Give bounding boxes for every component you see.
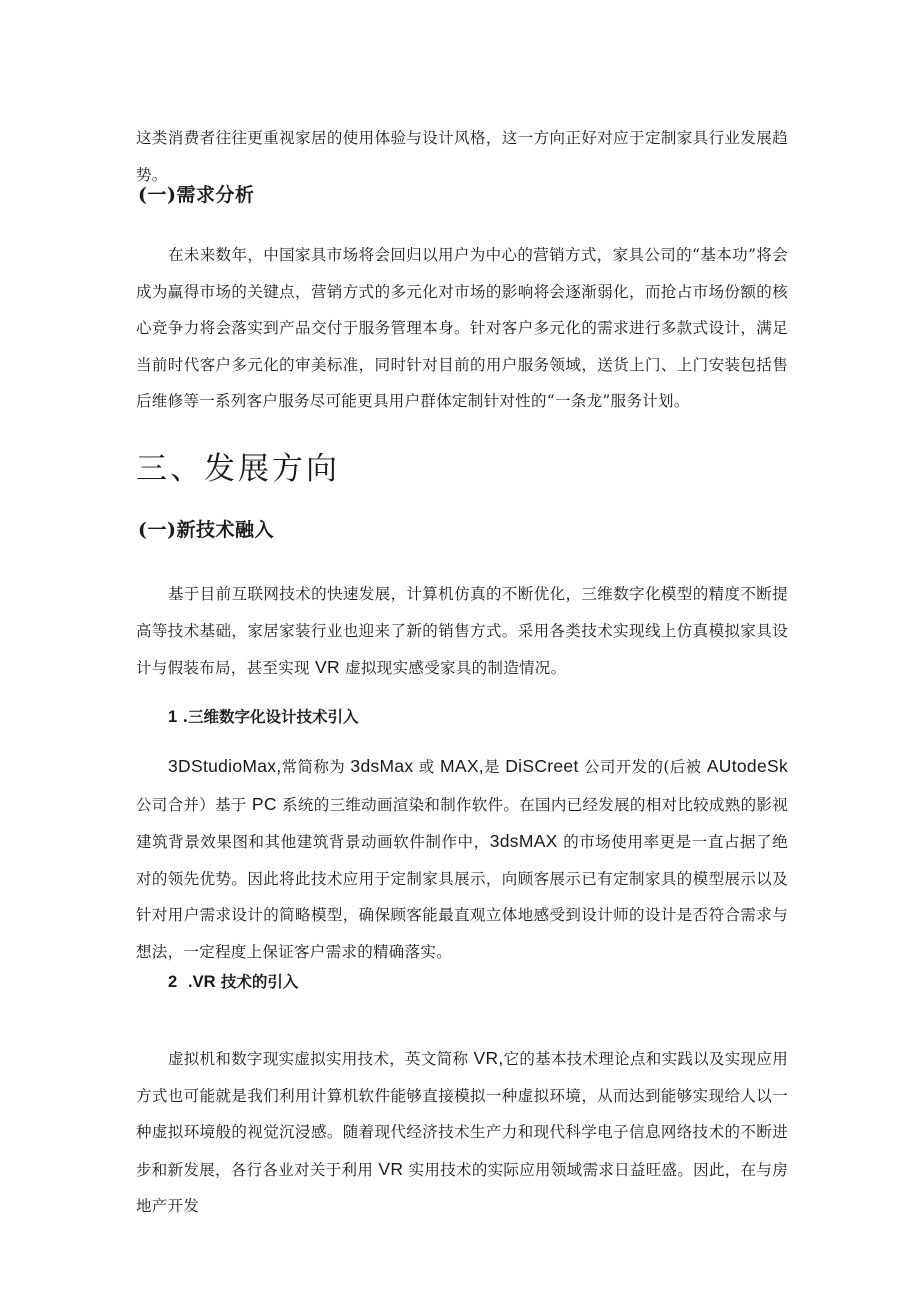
term-pc: PC	[251, 793, 277, 814]
chapter-heading-development-direction: 三、发展方向	[136, 451, 340, 487]
text-segment: 公司合并）基于	[136, 795, 247, 814]
new-tech-text-b: 虚拟现实感受家具的制造情况。	[345, 659, 567, 677]
subheading-vr-term: .VR	[187, 973, 216, 991]
subheading-vr	[168, 970, 298, 992]
term-vr: VR,	[473, 1048, 504, 1068]
new-tech-vr: VR	[315, 657, 340, 677]
text-segment: 常简称为	[281, 758, 346, 776]
vr-paragraph	[136, 1040, 788, 1225]
section-heading-demand-analysis: (一)需求分析	[138, 184, 255, 206]
subheading-vr-text: 技术的引入	[220, 972, 299, 991]
text-segment: 或	[418, 758, 435, 776]
section-heading-new-tech: (一)新技术融入	[138, 519, 274, 541]
demand-analysis-paragraph: 在未来数年，中国家具市场将会回归以用户为中心的营销方式，家具公司的“基本功”将会成为赢得市场的关键点，营销方式的多元化对市场的影响将会逐渐弱化，而抢占市场份额的核心竞争力将会落实到产品交付于服务管理本身。针对客户多元化的需求进行多款式设计，满足当前时代客户多元化的审美标准，同时针对目前的用户服务领域，送货上门、上门安装包括售后维修等一系列客户服务尽可能更具用户群体定制针对性的“一条龙”服务计划。	[136, 246, 788, 410]
term-autodesk: AUtodeSk	[706, 756, 789, 776]
intro-paragraph: 这类消费者往往更重视家居的使用体验与设计风格，这一方向正好对应于定制家具行业发展趋势。	[136, 129, 788, 184]
3dsmax-paragraph	[136, 748, 788, 970]
term-3dsmax: 3dsMax	[350, 756, 414, 776]
new-tech-paragraph	[136, 576, 788, 687]
text-segment: 的市场使用率更是一直占据了绝对的领先优势。因此将此技术应用于定制家具展示，向顾客展示已有定制家具的模型展示以及针对用户需求设计的简略模型，确保顾客能最直观立体地感受到设计师的设计是否符合需求与想法，一定程度上保证客户需求的精确落实。	[136, 833, 788, 961]
term-3dsmax-upper: 3dsMAX	[489, 831, 558, 851]
subheading-vr-number: 2	[168, 973, 178, 991]
subheading-3d-text: .三维数字化设计技术引入	[182, 707, 359, 726]
text-segment: 是	[483, 758, 500, 776]
text-segment: 它的基本技术理论点和实践以及实现应用方式也可能就是我们利用计算机软件能够直接模拟一种虚拟环境，从而达到能够实现给人以一种虚拟环境般的视觉沉浸感。随着现代经济技术生产力和现代科学电子信息网络技术的不断进步和新发展，各行各业对关于利用	[136, 1050, 789, 1179]
term-vr: VR	[378, 1158, 404, 1179]
new-tech-text-a: 基于目前互联网技术的快速发展，计算机仿真的不断优化，三维数字化模型的精度不断提高等技术基础，家居家装行业也迎来了新的销售方式。采用各类技术实现线上仿真模拟家具设计与假装布局，甚至实现	[136, 585, 788, 677]
subheading-3d-number: 1	[168, 708, 178, 726]
term-3dstudiomax: 3DStudioMax,	[168, 756, 282, 776]
text-segment: 系统的三维动画渲染和制作软件。在国内已经发展的相对比较成熟的影视建筑背景效果图和其他建筑背景动画软件制作中，	[136, 795, 788, 851]
term-max: MAX,	[439, 756, 484, 776]
text-segment: 实用技术的实际应用领域需求日益旺盛。因此，在与房地产开发	[136, 1160, 789, 1215]
text-segment: 虚拟机和数字现实虚拟实用技术，英文简称	[168, 1050, 469, 1068]
subheading-3d-design	[168, 705, 359, 727]
text-segment: 公司开发的(后被	[583, 758, 702, 776]
term-discreet: DiSCreet	[505, 756, 579, 776]
